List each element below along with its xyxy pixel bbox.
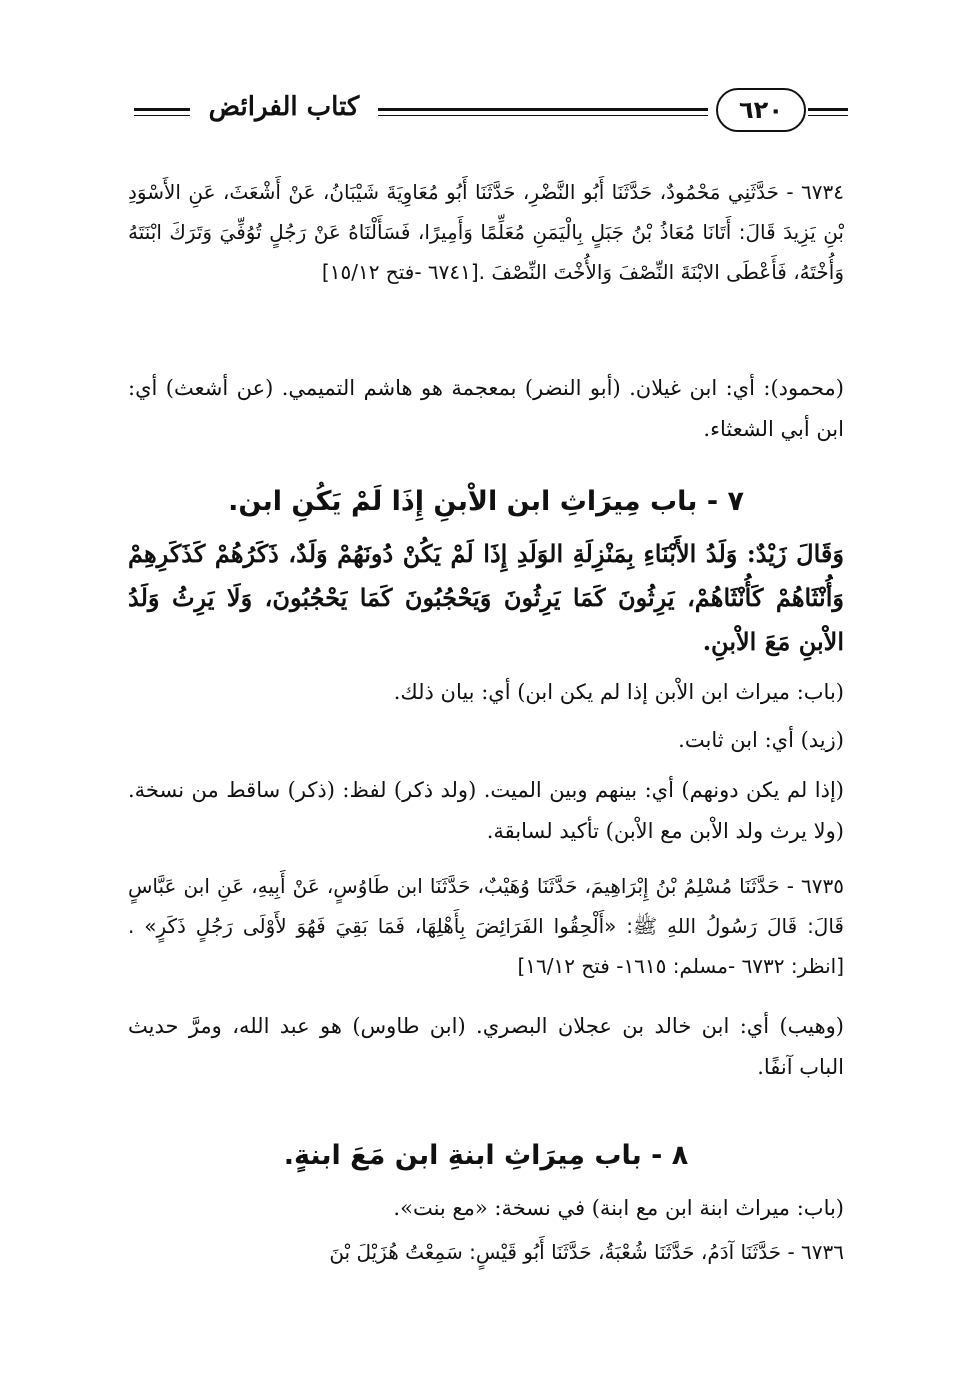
page-header — [128, 88, 848, 140]
header-rule-middle — [378, 108, 708, 116]
commentary-6735: (وهيب) أي: ابن خالد بن عجلان البصري. (ابن طاوس) هو عبد الله، ومرَّ حديث الباب آنفًا. — [128, 1014, 844, 1079]
chapter-heading-7: ٧ - باب مِيرَاثِ ابن الاْبنِ إِذَا لَمْ يَكُنِ ابن. — [228, 486, 744, 517]
commentary-7c: (إذا لم يكن دونهم) أي: بينهم وبين الميت. (ولد ذكر) لفظ: (ذكر) ساقط من نسخة. (ولا يرث ولد الاْبن مع الاْبن) تأكيد لسابقة. — [128, 778, 844, 843]
hadith-6736: ٦٧٣٦ - حَدَّثَنَا آدَمُ، حَدَّثَنَا شُعْبَةُ، حَدَّثَنَا أَبُو قَيْسٍ: سَمِعْتُ هُزَيْلَ بْنَ — [329, 1240, 844, 1264]
commentary-7a: (باب: ميراث ابن الاْبن إذا لم يكن ابن) أي: بيان ذلك. — [393, 680, 844, 704]
chapter-heading-8: ٨ - باب مِيرَاثِ ابنةِ ابن مَعَ ابنةٍ. — [283, 1140, 689, 1171]
hadith-6734: ٦٧٣٤ - حَدَّثَنِي مَحْمُودٌ، حَدَّثَنَا أَبُو النَّضْرِ، حَدَّثَنَا أَبُو مُعَاوِيَةَ شَيْبَانُ، عَنْ أَشْعَثَ، عَنِ الأَسْوَدِ بْنِ يَزِيدَ قَالَ: أَتَانَا مُعَاذُ بْنُ جَبَلٍ بِالْيَمَنِ مُعَلِّمًا وَأَمِيرًا، فَسَأَلْنَاهُ عَنْ رَجُلٍ تُوُفِّيَ وَتَرَكَ ابْنَتَهُ وَأُخْتَهُ، فَأَعْطَى الابْنَةَ النِّصْفَ وَالأُخْتَ النِّصْفَ .[٦٧٤١ -فتح ١٥/١٢] — [128, 180, 844, 284]
page-number: ٦٢٠ — [716, 88, 806, 132]
header-rule-right — [808, 108, 848, 116]
commentary-8: (باب: ميراث ابنة ابن مع ابنة) في نسخة: «مع بنت». — [393, 1196, 844, 1220]
hadith-6735: ٦٧٣٥ - حَدَّثَنَا مُسْلِمُ بْنُ إِبْرَاهِيمَ، حَدَّثَنَا وُهَيْبٌ، حَدَّثَنَا ابن طَاوُسٍ، عَنْ أَبِيهِ، عَنِ ابن عَبَّاسٍ قَالَ: قَالَ رَسُولُ اللهِ ﷺ: «أَلْحِقُوا الفَرَائِضَ بِأَهْلِهَا، فَمَا بَقِيَ فَهُوَ لأَوْلَى رَجُلٍ ذَكَرٍ» .[انظر: ٦٧٣٢ -مسلم: ١٦١٥- فتح ١٦/١٢] — [128, 874, 844, 978]
chapter-title: كتاب الفرائض — [208, 92, 360, 122]
header-rule-left — [134, 108, 190, 116]
commentary-6734: (محمود): أي: ابن غيلان. (أبو النضر) بمعجمة هو هاشم التميمي. (عن أشعث) أي: ابن أبي الشعثاء. — [128, 376, 844, 441]
quote-zayd: وَقَالَ زَيْدٌ: وَلَدُ الأَبْنَاءِ بِمَنْزِلَةِ الوَلَدِ إِذَا لَمْ يَكُنْ دُونَهُمْ وَلَدٌ، ذَكَرُهُمْ كَذَكَرِهِمْ وَأُنْثَاهُمْ كَأُنْثَاهُمْ، يَرِثُونَ كَمَا يَرِثُونَ وَيَحْجُبُونَ كَمَا يَحْجُبُونَ، وَلَا يَرِثُ وَلَدُ الاْبنِ مَعَ الاْبنِ. — [128, 539, 844, 656]
commentary-7b: (زيد) أي: ابن ثابت. — [678, 728, 844, 752]
